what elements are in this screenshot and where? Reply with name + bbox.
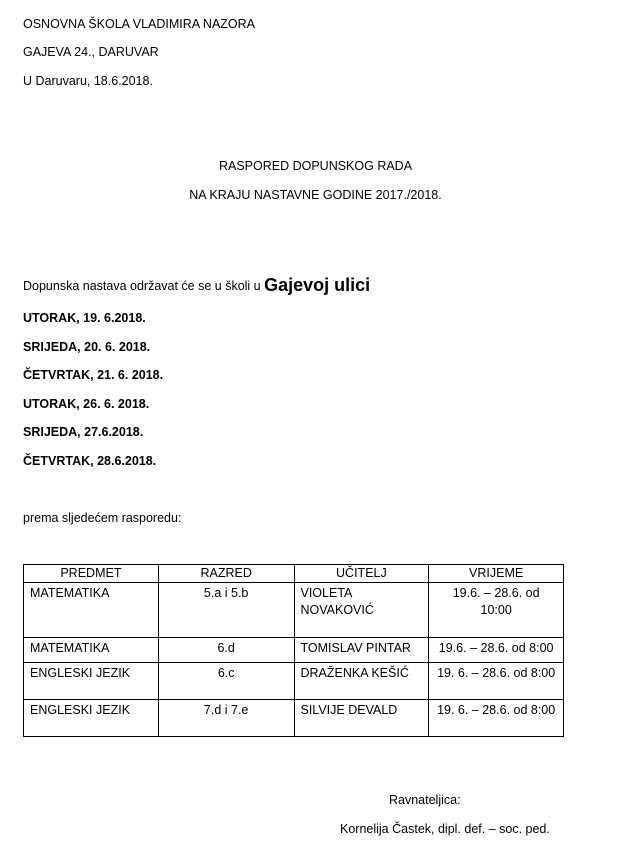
teacher-last-name: NOVAKOVIĆ [300,603,374,617]
column-header-class: RAZRED [158,565,294,583]
cell-class: 7.d i 7.e [158,700,294,737]
cell-subject: MATEMATIKA [24,638,159,663]
school-name: OSNOVNA ŠKOLA VLADIMIRA NAZORA [23,17,256,31]
cell-class: 6.d [158,638,294,663]
date-item: UTORAK, 19. 6.2018. [23,311,146,325]
cell-time [429,583,564,638]
cell-class: 5.a i 5.b [158,583,294,638]
date-item: UTORAK, 26. 6. 2018. [23,397,150,411]
cell-time: 19.6. – 28.6. od 8:00 [429,638,564,663]
table-row [24,638,564,663]
cell-subject: ENGLESKI JEZIK [24,700,159,737]
intro-text: Dopunska nastava održavat će se u školi u [23,279,265,293]
date-item: ČETVRTAK, 28.6.2018. [23,454,157,468]
document-title-line2: NA KRAJU NASTAVNE GODINE 2017./2018. [189,188,442,202]
cell-time: 19. 6. – 28.6. od 8:00 [429,663,564,700]
table-row [24,663,564,700]
cell-subject: ENGLESKI JEZIK [24,663,159,700]
date-item: ČETVRTAK, 21. 6. 2018. [23,368,164,382]
school-address: GAJEVA 24., DARUVAR [23,45,159,59]
column-header-teacher: UČITELJ [294,565,429,583]
cell-class: 6.c [158,663,294,700]
column-header-time: VRIJEME [429,565,564,583]
signature-name: Kornelija Častek, dipl. def. – soc. ped. [340,822,550,836]
time-range: 19.6. – 28.6. od [452,586,540,600]
cell-teacher: DRAŽENKA KEŠIĆ [294,663,429,700]
cell-teacher: SILVIJE DEVALD [294,700,429,737]
time-start: 10:00 [480,603,512,617]
table-row [24,700,564,737]
cell-teacher: TOMISLAV PINTAR [294,638,429,663]
intro-paragraph [23,277,370,294]
schedule-table [23,564,564,737]
date-item: SRIJEDA, 20. 6. 2018. [23,340,151,354]
cell-teacher [294,583,429,638]
teacher-first-name: VIOLETA [300,586,353,600]
intro-location: Gajevoj ulici [264,275,371,295]
table-header-row [24,565,564,583]
table-row [24,583,564,638]
date-item: SRIJEDA, 27.6.2018. [23,425,144,439]
schedule-intro: prema sljedećem rasporedu: [23,511,182,525]
cell-time: 19. 6. – 28.6. od 8:00 [429,700,564,737]
signature-role: Ravnateljica: [389,793,461,807]
date-line: U Daruvaru, 18.6.2018. [23,74,153,88]
column-header-subject: PREDMET [24,565,159,583]
cell-subject: MATEMATIKA [24,583,159,638]
document-title-line1: RASPORED DOPUNSKOG RADA [218,159,413,173]
